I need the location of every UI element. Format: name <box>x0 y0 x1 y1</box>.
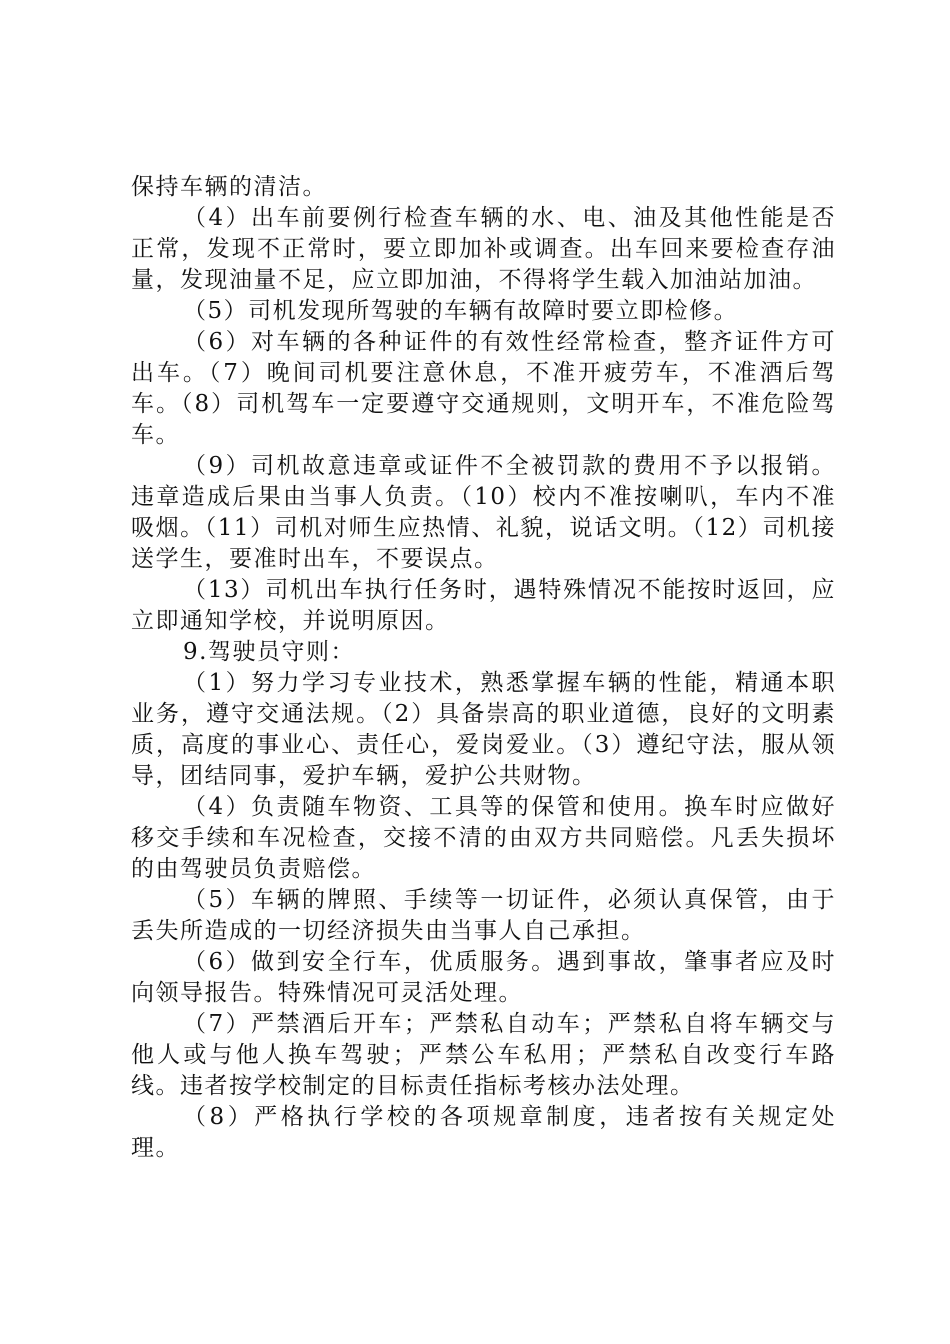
paragraph: （8）严格执行学校的各项规章制度，违者按有关规定处理。 <box>131 1104 836 1161</box>
paragraph: （5）车辆的牌照、手续等一切证件，必须认真保管，由于丢失所造成的一切经济损失由当事人自己承担。 <box>131 887 836 944</box>
paragraph: （6）做到安全行车，优质服务。遇到事故，肇事者应及时向领导报告。特殊情况可灵活处理。 <box>131 949 836 1006</box>
paragraph: （5）司机发现所驾驶的车辆有故障时要立即检修。 <box>183 298 739 324</box>
paragraph: （1）努力学习专业技术，熟悉掌握车辆的性能，精通本职业务，遵守交通法规。（2）具备崇高的职业道德，良好的文明素质，高度的事业心、责任心，爱岗爱业。（3）遵纪守法，服从领导，团结同事，爱护车辆，爱护公共财物。 <box>131 670 836 789</box>
paragraph: （6）对车辆的各种证件的有效性经常检查，整齐证件方可出车。（7）晚间司机要注意休息，不准开疲劳车，不准酒后驾车。（8）司机驾车一定要遵守交通规则，文明开车，不准危险驾车。 <box>131 329 836 448</box>
paragraph: 保持车辆的清洁。 <box>131 174 327 200</box>
paragraph: （7）严禁酒后开车；严禁私自动车；严禁私自将车辆交与他人或与他人换车驾驶；严禁公车私用；严禁私自改变行车路线。违者按学校制定的目标责任指标考核办法处理。 <box>131 1011 836 1099</box>
paragraph: （13）司机出车执行任务时，遇特殊情况不能按时返回，应立即通知学校，并说明原因。 <box>131 577 836 634</box>
paragraph: （4）出车前要例行检查车辆的水、电、油及其他性能是否正常，发现不正常时，要立即加补或调查。出车回来要检查存油量，发现油量不足，应立即加油，不得将学生载入加油站加油。 <box>131 205 836 293</box>
paragraph: （4）负责随车物资、工具等的保管和使用。换车时应做好移交手续和车况检查，交接不清的由双方共同赔偿。凡丢失损坏的由驾驶员负责赔偿。 <box>131 794 836 882</box>
section-heading: 9.驾驶员守则： <box>183 639 355 665</box>
document-body <box>131 172 836 1164</box>
paragraph: （9）司机故意违章或证件不全被罚款的费用不予以报销。违章造成后果由当事人负责。（10）校内不准按喇叭，车内不准吸烟。（11）司机对师生应热情、礼貌，说话文明。（12）司机接送学生，要准时出车，不要误点。 <box>131 453 836 572</box>
